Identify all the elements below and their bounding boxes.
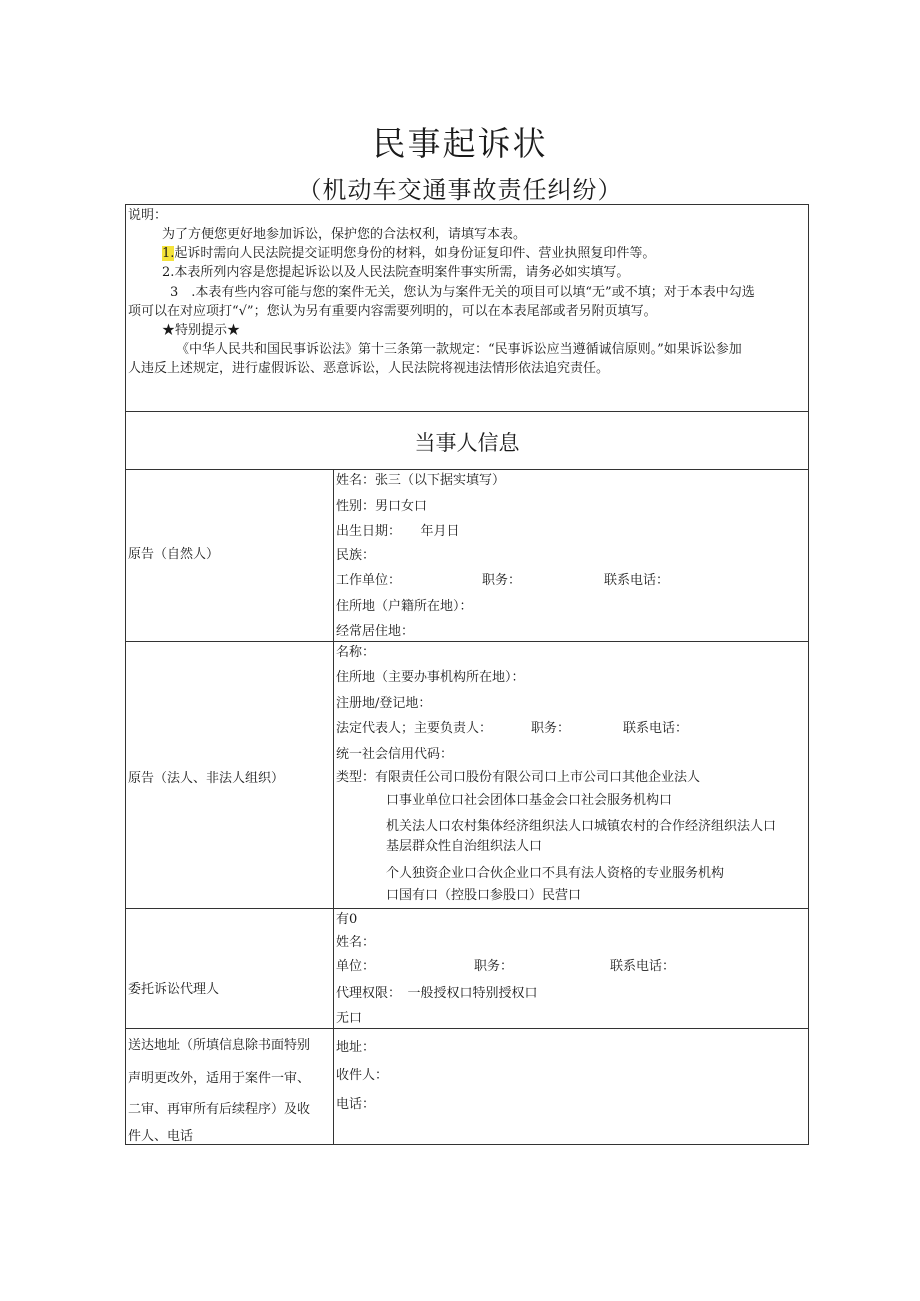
agent-has[interactable]: 有0 [336,912,358,927]
legal-person-type-line-4[interactable]: 基层群众性自治组织法人口 [386,839,543,854]
legal-person-credit-code[interactable]: 统一社会信用代码： [336,747,454,762]
special-notice-heading: ★特别提示★ [162,323,241,338]
legal-person-job[interactable]: 职务： [531,721,571,736]
legal-person-name[interactable]: 名称： [336,645,376,660]
legal-person-type-line-6[interactable]: 口国有口（控股口参股口）民营口 [386,888,582,903]
natural-person-label: 原告（自然人） [128,547,220,562]
notes-intro: 为了方便您更好地参加诉讼，保护您的合法权利，请填写本表。 [162,227,527,242]
natural-person-birth[interactable]: 出生日期： 年月日 [336,524,460,539]
agent-label: 委托诉讼代理人 [128,982,220,997]
divider-legal-person [126,908,808,909]
legal-person-type-line-1[interactable]: 类型：有限责任公司口股份有限公司口上市公司口其他企业法人 [336,770,701,785]
section-title: 当事人信息 [414,431,520,455]
law-line-2: 人违反上述规定，进行虚假诉讼、恶意诉讼，人民法院将视违法情形依法追究责任。 [128,361,610,376]
legal-person-type-line-2[interactable]: 口事业单位口社会团体口基金会口社会服务机构口 [386,793,673,808]
natural-person-habitual-residence[interactable]: 经常居住地： [336,624,415,639]
notes-item-3-line-2: 项可以在对应项打“√”；您认为另有重要内容需要列明的，可以在本表尾部或者另附页填写。 [128,304,657,319]
agent-unit[interactable]: 单位： [336,959,376,974]
highlight-mark: 1. [162,246,175,261]
service-label-line-2: 声明更改外，适用于案件一审、 [128,1071,311,1086]
legal-person-representative[interactable]: 法定代表人；主要负责人： [336,721,493,736]
service-phone[interactable]: 电话： [336,1097,376,1112]
agent-name[interactable]: 姓名： [336,935,376,950]
legal-person-registry[interactable]: 注册地/登记地： [336,696,432,711]
legal-person-type-line-5[interactable]: 个人独资企业口合伙企业口不具有法人资格的专业服务机构 [386,866,725,881]
service-label-line-1: 送达地址（所填信息除书面特别 [128,1038,311,1053]
document-title: 民事起诉状 [372,124,548,163]
agent-authority[interactable]: 代理权限： 一般授权口特别授权口 [336,986,538,1001]
legal-person-type-line-3[interactable]: 机关法人口农村集体经济组织法人口城镇农村的合作经济组织法人口 [386,819,777,834]
service-label-line-4: 件人、电话 [128,1129,194,1144]
column-divider [333,469,334,1145]
notes-item-3-line-1: 3 .本表有些内容可能与您的案件无关，您认为与案件无关的项目可以填“无”或不填；对于本表中勾选 [170,285,755,300]
document-subtitle: （机动车交通事故责任纠纷） [297,176,623,204]
divider-agent [126,1028,808,1029]
notes-item-1-text: 起诉时需向人民法院提交证明您身份的材料，如身份证复印件、营业执照复印件等。 [174,246,656,261]
legal-person-phone[interactable]: 联系电话： [623,721,689,736]
agent-none[interactable]: 无口 [336,1011,363,1026]
notes-item-2: 2.本表所列内容是您提起诉讼以及人民法院查明案件事实所需，请务必如实填写。 [162,265,630,280]
notes-item-1 [162,245,655,263]
agent-phone[interactable]: 联系电话： [610,959,676,974]
divider-natural-person [126,641,808,642]
complaint-form [125,204,809,1145]
natural-person-phone[interactable]: 联系电话： [604,573,670,588]
legal-person-label: 原告（法人、非法人组织） [128,771,285,786]
service-recipient[interactable]: 收件人： [336,1068,389,1083]
natural-person-gender[interactable]: 性别：男口女口 [336,499,428,514]
service-address[interactable]: 地址： [336,1040,376,1055]
natural-person-work-unit[interactable]: 工作单位： [336,573,402,588]
legal-person-address[interactable]: 住所地（主要办事机构所在地）： [336,670,525,685]
notes-heading: 说明： [128,208,168,223]
natural-person-ethnicity[interactable]: 民族： [336,548,376,563]
divider-section-title [126,469,808,470]
natural-person-name[interactable]: 姓名：张三（以下据实填写） [336,473,506,488]
agent-job[interactable]: 职务： [474,959,514,974]
law-line-1: 《中华人民共和国民事诉讼法》第十三条第一款规定：“民事诉讼应当遵循诚信原则。”如果诉讼参加 [176,342,742,357]
natural-person-job[interactable]: 职务： [482,573,522,588]
divider-notes [126,411,808,412]
service-label-line-3: 二审、再审所有后续程序）及收 [128,1102,311,1117]
natural-person-residence[interactable]: 住所地（户籍所在地）： [336,599,473,614]
